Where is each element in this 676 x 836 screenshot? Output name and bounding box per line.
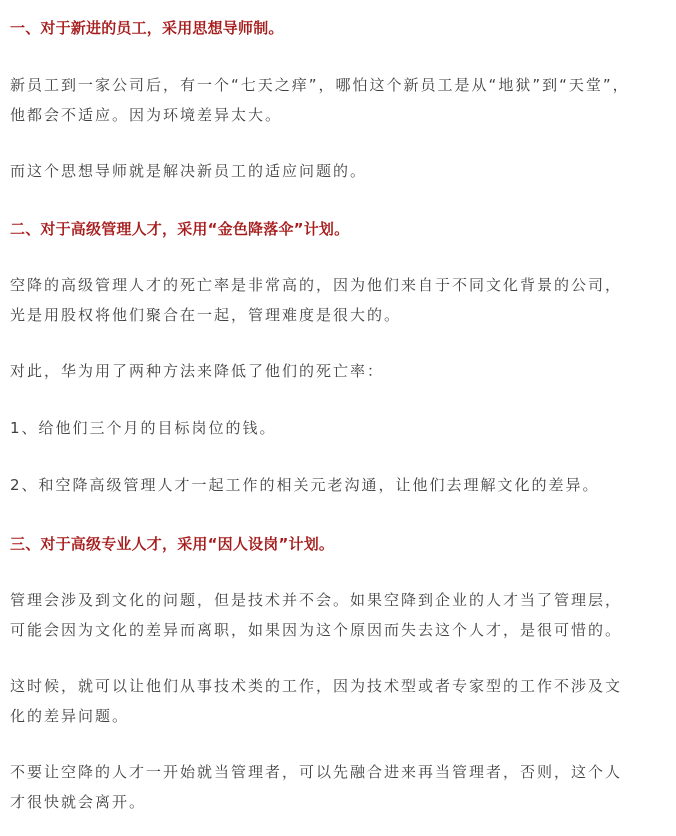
- section-1-paragraph-1: [10, 70, 670, 130]
- paragraph-line: 化的差异问题。: [10, 707, 130, 725]
- paragraph-line: 可能会因为文化的差异而离职，如果因为这个原因而失去这个人才，是很可惜的。: [10, 621, 623, 639]
- section-1-heading: 一、对于新进的员工，采用思想导师制。: [10, 19, 284, 37]
- paragraph-line: 才很快就会离开。: [10, 793, 147, 811]
- section-2-paragraph-2: 对此，华为用了两种方法来降低了他们的死亡率：: [10, 362, 385, 380]
- section-3-heading: 三、对于高级专业人才，采用“因人设岗”计划。: [10, 535, 335, 553]
- section-1-paragraph-2: 而这个思想导师就是解决新员工的适应问题的。: [10, 162, 368, 180]
- section-3-paragraph-1: [10, 585, 670, 645]
- paragraph-line: 不要让空降的人才一开始就当管理者，可以先融合进来再当管理者，否则，这个人: [10, 763, 623, 781]
- paragraph-line: 空降的高级管理人才的死亡率是非常高的，因为他们来自于不同文化背景的公司，: [10, 276, 623, 294]
- paragraph-line: 光是用股权将他们聚合在一起，管理难度是很大的。: [10, 306, 402, 324]
- paragraph-line: 新员工到一家公司后，有一个“七天之痒”，哪怕这个新员工是从“地狱”到“天堂”，: [10, 76, 630, 94]
- paragraph-line: 这时候，就可以让他们从事技术类的工作，因为技术型或者专家型的工作不涉及文: [10, 677, 623, 695]
- section-3-paragraph-3: [10, 757, 670, 817]
- paragraph-line: 他都会不适应。因为环境差异太大。: [10, 106, 283, 124]
- section-2-paragraph-1: [10, 270, 670, 330]
- section-2-list-item-2: 2、和空降高级管理人才一起工作的相关元老沟通，让他们去理解文化的差异。: [10, 476, 600, 494]
- section-3-paragraph-2: [10, 671, 670, 731]
- section-2-list-item-1: 1、给他们三个月的目标岗位的钱。: [10, 419, 277, 437]
- paragraph-line: 管理会涉及到文化的问题，但是技术并不会。如果空降到企业的人才当了管理层，: [10, 591, 623, 609]
- section-2-heading: 二、对于高级管理人才，采用“金色降落伞”计划。: [10, 220, 350, 238]
